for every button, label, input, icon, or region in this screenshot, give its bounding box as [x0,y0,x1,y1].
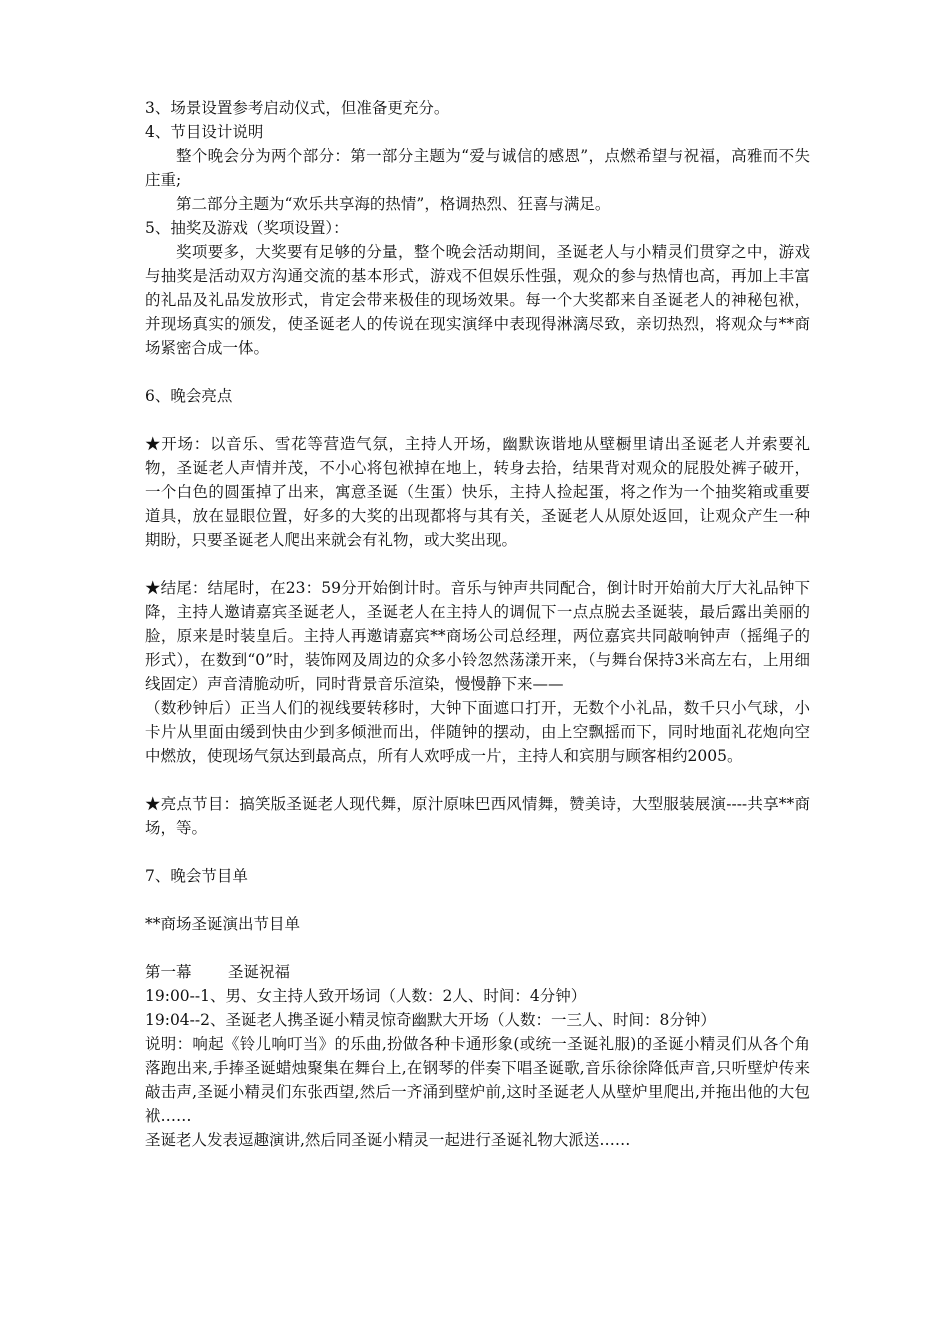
highlight-ending: ★结尾：结尾时，在23：59分开始倒计时。音乐与钟声共同配合，倒计时开始前大厅大礼品钟下降，主持人邀请嘉宾圣诞老人，圣诞老人在主持人的调侃下一点点脱去圣诞装，最后露出美丽的脸，原来是时装皇后。主持人再邀请嘉宾**商场公司总经理，两位嘉宾共同敲响钟声（摇绳子的形式），在数到“0”时，装饰网及周边的众多小铃忽然荡漾开来，（与舞台保持3米高左右，上用细线固定）声音清脆动听，同时背景音乐渲染，慢慢静下来—— [145,579,810,693]
section-3-scene-setup: 3、场景设置参考启动仪式，但准备更充分。 [145,99,450,117]
program-item-2: 19:04--2、圣诞老人携圣诞小精灵惊奇幽默大开场（人数：一三人、时间：8分钟） [145,1011,716,1029]
spacer [145,768,810,792]
spacer [145,360,810,384]
highlight-ending-continued: （数秒钟后）正当人们的视线要转移时，大钟下面遮口打开，无数个小礼品，数千只小气球，小卡片从里面由缓到快由少到多倾泄而出，伴随钟的摆动，由上空飘摇而下，同时地面礼花炮向空中燃放，使现场气氛达到最高点，所有人欢呼成一片，主持人和宾朋与顾客相约2005。 [145,699,810,765]
program-item-1: 19:00--1、男、女主持人致开场词（人数：2人、时间：4分钟） [145,987,587,1005]
highlight-programs: ★亮点节目：搞笑版圣诞老人现代舞，原汁原味巴西风情舞，赞美诗，大型服装展演----共享**商场，等。 [145,795,810,837]
section-4-heading: 4、节目设计说明 [145,123,264,141]
act-label: 第一幕 [145,963,192,981]
spacer [145,888,810,912]
part-one-description: 整个晚会分为两个部分：第一部分主题为“爱与诚信的感恩”，点燃希望与祝福，高雅而不失庄重; [145,147,810,189]
spacer [145,408,810,432]
highlight-opening: ★开场：以音乐、雪花等营造气氛，主持人开场，幽默诙谐地从壁橱里请出圣诞老人并索要礼物，圣诞老人声情并茂，不小心将包袱掉在地上，转身去拾，结果背对观众的屁股处裤子破开，一个白色的圆蛋掉了出来，寓意圣诞（生蛋）快乐，主持人捡起蛋，将之作为一个抽奖箱或重要道具，放在显眼位置，好多的大奖的出现都将与其有关，圣诞老人从原处返回，让观众产生一种期盼，只要圣诞老人爬出来就会有礼物，或大奖出现。 [145,435,810,549]
program-list-title: **商场圣诞演出节目单 [145,915,301,933]
program-item-2-followup: 圣诞老人发表逗趣演讲,然后同圣诞小精灵一起进行圣诞礼物大派送…… [145,1131,631,1149]
prizes-paragraph: 奖项要多，大奖要有足够的分量，整个晚会活动期间，圣诞老人与小精灵们贯穿之中，游戏与抽奖是活动双方沟通交流的基本形式，游戏不但娱乐性强，观众的参与热情也高，再加上丰富的礼品及礼品发放形式，肯定会带来极佳的现场效果。每一个大奖都来自圣诞老人的神秘包袱，并现场真实的颁发，使圣诞老人的传说在现实演绎中表现得淋漓尽致，亲切热烈，将观众与**商场紧密合成一体。 [145,243,810,357]
part-two-description: 第二部分主题为“欢乐共享海的热情”，格调热烈、狂喜与满足。 [176,195,611,213]
act-title: 圣诞祝福 [228,963,291,981]
section-7-heading: 7、晚会节目单 [145,867,248,885]
act-heading [145,960,810,984]
section-6-heading: 6、晚会亮点 [145,387,233,405]
spacer [145,936,810,960]
document-body [145,96,810,1152]
section-5-heading: 5、抽奖及游戏（奖项设置）： [145,219,349,237]
program-item-2-description: 说明：响起《铃儿响叮当》的乐曲,扮做各种卡通形象(或统一圣诞礼服)的圣诞小精灵们从各个角落跑出来,手捧圣诞蜡烛聚集在舞台上,在钢琴的伴奏下唱圣诞歌,音乐徐徐降低声音,只听壁炉传来敲击声,圣诞小精灵们东张西望,然后一齐涌到壁炉前,这时圣诞老人从壁炉里爬出,并拖出他的大包袱…… [145,1035,810,1125]
spacer [145,840,810,864]
spacer [145,552,810,576]
